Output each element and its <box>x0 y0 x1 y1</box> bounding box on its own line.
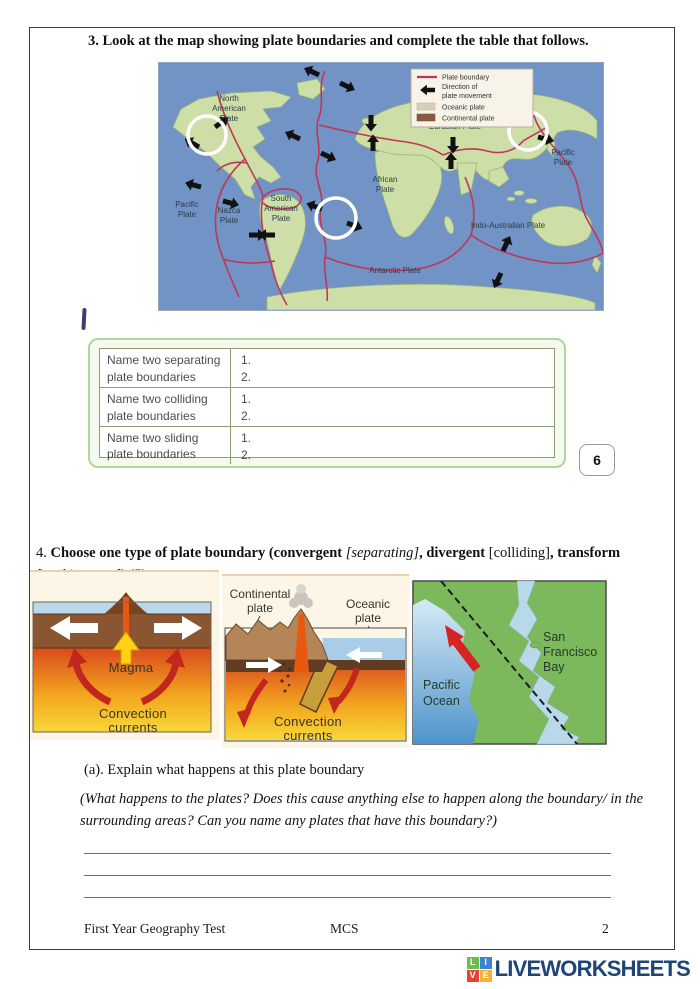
answer-line[interactable] <box>84 853 611 854</box>
sf-bay-label-3: Bay <box>543 660 565 674</box>
question-a-hint: (What happens to the plates? Does this cause anything else to happen along the boundary/ in the surrounding areas? Can you name any plates that have this boundary?) <box>80 791 644 829</box>
diagram-divergent-boundary <box>30 570 219 740</box>
convection-label-1: Convection <box>273 714 343 729</box>
answer-table-container <box>88 338 566 468</box>
magma-label: Magma <box>108 660 154 675</box>
sf-bay-label-1: San <box>543 630 566 644</box>
logo-tile-e: E <box>480 970 492 982</box>
pacific-ocean-label-1: Pacific <box>423 678 460 692</box>
liveworksheets-wordmark: LIVEWORKSHEETS <box>494 956 690 981</box>
legend-direction-1: Direction of <box>442 84 478 91</box>
q4-segment: transform <box>557 544 621 561</box>
oceanic-plate-label-2: plate <box>354 611 382 625</box>
oceanic-crust <box>326 660 405 670</box>
q4-segment: Choose one type of plate boundary (convergent <box>50 544 346 561</box>
q4-number: 4. <box>36 544 51 561</box>
footer-page-number: 2 <box>602 921 609 936</box>
svg-text:American: American <box>264 204 298 213</box>
q4-segment: divergent <box>426 544 486 561</box>
table-row-sliding <box>100 427 554 465</box>
map-legend <box>411 69 533 127</box>
logo-tile-v: V <box>467 970 479 982</box>
answer-line[interactable] <box>84 897 611 898</box>
svg-text:Plate: Plate <box>271 214 291 223</box>
svg-text:Plate: Plate <box>553 158 573 167</box>
footer-test-name: First Year Geography Test <box>84 921 226 936</box>
legend-continental-swatch <box>417 114 435 121</box>
liveworksheets-tiles-icon <box>467 957 492 982</box>
pacific-ocean-label-2: Ocean <box>423 694 460 708</box>
label-pacific-plate-left: Pacific <box>175 200 199 209</box>
label-north-american-plate: North <box>219 94 239 103</box>
liveworksheets-logo[interactable] <box>467 956 690 982</box>
q4-segment: , <box>419 544 427 561</box>
legend-direction-2: plate movement <box>442 93 492 100</box>
answer-line[interactable] <box>84 875 611 876</box>
row-prompt: Name two separating plate boundaries <box>100 349 231 387</box>
diagram-convergent-boundary <box>222 574 409 748</box>
legend-oceanic-swatch <box>417 103 435 110</box>
question-a: (a). Explain what happens at this plate boundary <box>84 762 365 778</box>
question-3-number: 3. <box>88 33 99 49</box>
label-indo-australian-plate: Indo-Australian Plate <box>470 221 546 230</box>
row-answer-area[interactable]: 1. 2. <box>241 353 252 385</box>
marks-box: 6 <box>579 444 615 476</box>
logo-tile-i: I <box>480 957 492 969</box>
continental-plate-label-1: Continental <box>229 587 291 601</box>
question-3 <box>88 33 666 50</box>
label-antarctic-plate: Antarctic Plate <box>369 266 421 275</box>
legend-continental: Continental plate <box>442 115 495 123</box>
legend-oceanic: Oceanic plate <box>442 104 485 112</box>
row-prompt: Name two colliding plate boundaries <box>100 388 231 426</box>
svg-text:Plate: Plate <box>177 210 197 219</box>
logo-tile-l: L <box>467 957 479 969</box>
convection-label-2: currents <box>108 720 158 735</box>
world-map-figure <box>159 63 603 310</box>
q4-segment: [colliding] <box>485 544 550 561</box>
label-african-plate: African <box>372 175 398 184</box>
label-south-american-plate: South <box>270 194 292 203</box>
question-3-text: Look at the map showing plate boundaries and complete the table that follows. <box>102 33 589 49</box>
svg-text:Plate: Plate <box>375 185 395 194</box>
table-row-colliding <box>100 388 554 427</box>
svg-text:Plate: Plate <box>219 216 239 225</box>
row-answer-area[interactable]: 1. 2. <box>241 391 252 424</box>
label-pacific-plate-right: Pacific <box>551 148 575 157</box>
convection-label-2: currents <box>283 728 333 743</box>
sf-bay-label-2: Francisco <box>543 645 598 659</box>
q4-segment: , <box>549 544 558 561</box>
row-prompt: Name two sliding plate boundaries <box>100 427 231 465</box>
svg-text:American: American <box>212 104 246 113</box>
table-row-separating <box>100 349 554 388</box>
q4-segment: [separating] <box>345 544 420 561</box>
diagram-transform-boundary <box>411 579 608 746</box>
svg-text:Plate: Plate <box>219 114 239 123</box>
row-answer-area[interactable]: 1. 2. <box>241 430 252 462</box>
plate-boundaries-map <box>158 62 604 311</box>
legend-plate-boundary: Plate boundary <box>442 74 490 82</box>
convection-label-1: Convection <box>98 706 168 721</box>
answer-table <box>99 348 555 462</box>
label-nazca-plate: Nazca <box>217 206 241 215</box>
continental-plate-label-2: plate <box>246 601 274 615</box>
footer-initials: MCS <box>330 921 359 936</box>
bay-island <box>530 642 540 648</box>
oceanic-plate-label-1: Oceanic <box>345 597 391 611</box>
